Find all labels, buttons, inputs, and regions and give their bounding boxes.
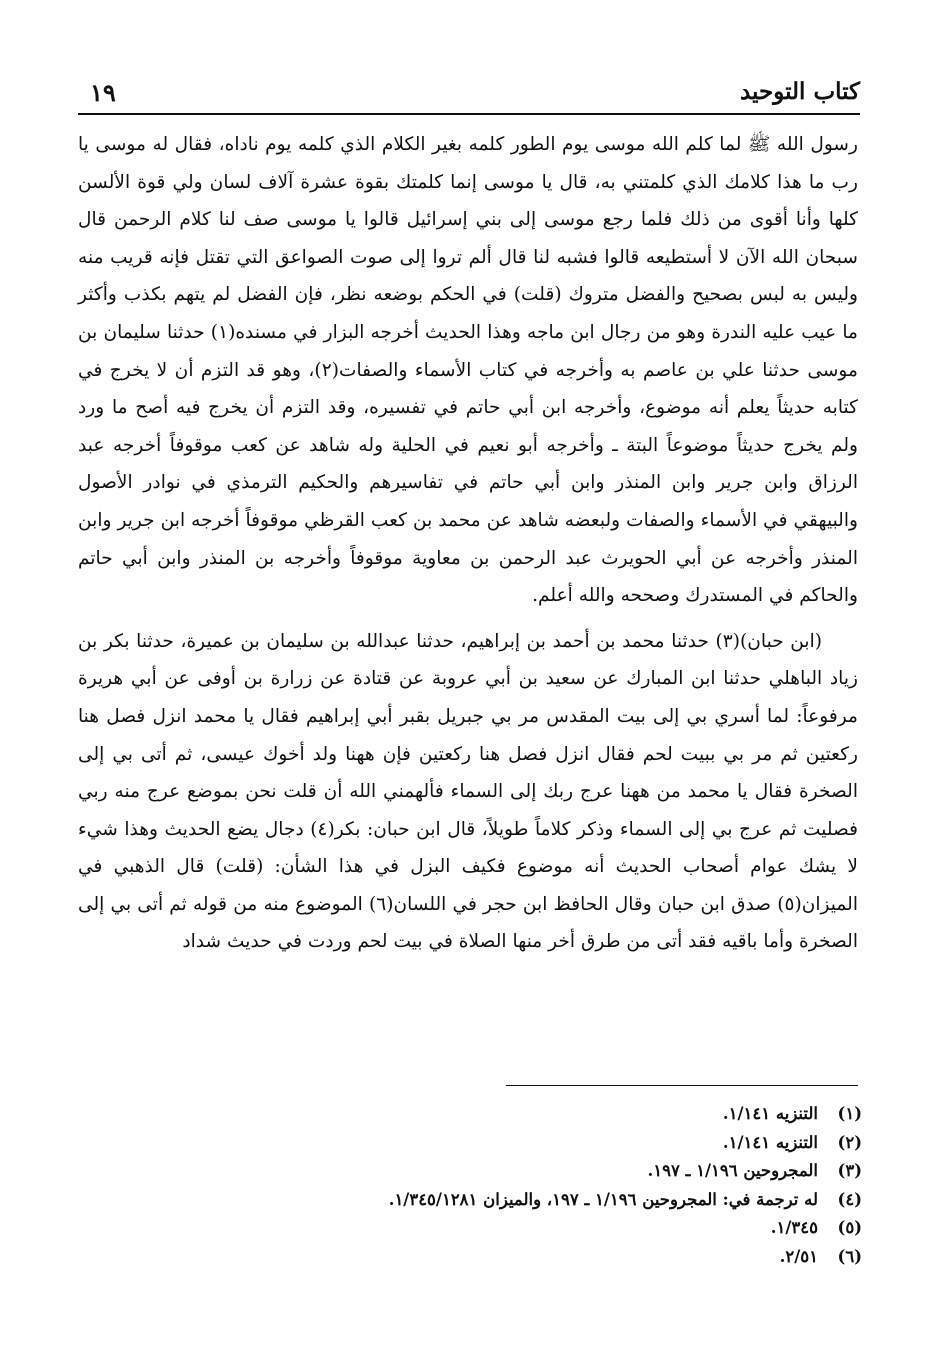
book-title: كتاب التوحيد	[739, 78, 860, 105]
paragraph-text: رسول الله ﷺ لما كلم الله موسى يوم الطور كلمه بغير الكلام الذي كلمه يوم ناداه، فقال له موسى يا رب ما هذا كلامك الذي كلمتني به، قال يا موسى إنما كلمتك بقوة عشرة آلاف لسان ولي قوة الألسن كلها وأنا أقوى من ذلك فلما رجع موسى إلى بني إسرائيل قالوا يا موسى صف لنا كلام الرحمن قال سبحان الله الآن لا أستطيعه قالوا فشبه لنا قال ألم تروا إلى صوت الصواعق التي تقتل فإنه قريب منه وليس به لبس بصحيح والفضل متروك (قلت) في الحكم بوضعه نظر، فإن الفضل لم يتهم بكذب وأكثر ما عيب عليه الندرة وهو من رجال ابن ماجه وهذا الحديث أخرجه البزار في مسنده(١) حدثنا سليمان بن موسى حدثنا علي بن عاصم به وأخرجه في كتاب الأسماء والصفات(٢)، وهو قد التزم أن لا يخرج في كتابه حديثاً يعلم أنه موضوع، وأخرجه ابن أبي حاتم في تفسيره، وقد التزم أن يخرج فيه أصح ما ورد ولم يخرج حديثاً موضوعاً البتة ـ وأخرجه أبو نعيم في الحلية وله شاهد عن كعب موقوفاً أخرجه عبد الرزاق وابن جرير وابن المنذر وابن أبي حاتم في تفاسيرهم والحكيم الترمذي في نوادر الأصول والبيهقي في الأسماء والصفات ولبعضه شاهد عن محمد بن كعب القرظي موقوفاً أخرجه ابن جرير وابن المنذر وأخرجه عن أبي الحويرث عبد الرحمن بن معاوية موقوفاً وأخرجه بن المنذر وابن أبي حاتم والحاكم في المستدرك وصححه والله أعلم.	[78, 134, 859, 607]
footnote-number: (٦)	[837, 1246, 862, 1266]
footnote	[80, 1186, 862, 1215]
main-text	[78, 126, 858, 961]
footnote-number: (٢)	[837, 1132, 862, 1152]
footnote-number: (٥)	[837, 1218, 862, 1237]
footnote-text: ٢/٥١.	[779, 1246, 818, 1266]
footnote-text: له ترجمة في: المجروحين ١/١٩٦ ـ ١٩٧، والميزان ١/٣٤٥/١٢٨١.	[388, 1189, 818, 1209]
footnote-number: (٣)	[837, 1161, 862, 1180]
footnote	[80, 1214, 862, 1243]
footnote	[80, 1243, 862, 1272]
footnote-text: التنزيه ١/١٤١.	[722, 1104, 818, 1123]
header-divider	[78, 113, 860, 115]
paragraph-text: (ابن حبان)(٣) حدثنا محمد بن أحمد بن إبراهيم، حدثنا عبدالله بن سليمان بن عميرة، حدثنا بكر بن زياد الباهلي حدثنا ابن المبارك عن سعيد بن أبي عروبة عن قتادة عن زرارة بن أوفى عن أبي هريرة مرفوعاً: لما أسري بي إلى بيت المقدس مر بي جبريل بقبر أبي إبراهيم فقال يا محمد انزل فصل هنا ركعتين ثم مر بي ببيت لحم فقال انزل فصل هنا ركعتين فإن ههنا ولد أخوك عيسى، ثم أتى بي إلى الصخرة فقال يا محمد من ههنا عرج ربك إلى السماء فألهمني الله أن قلت نحن بموضع عرج منه ربي فصليت ثم عرج بي إلى السماء وذكر كلاماً طويلاً، قال ابن حبان: بكر(٤) دجال يضع الحديث وهذا شيء لا يشك عوام أصحاب الحديث أنه موضوع فكيف البزل في هذا الشأن: (قلت) قال الذهبي في الميزان(٥) صدق ابن حبان وقال الحافظ ابن حجر في اللسان(٦) الموضوع منه من قوله ثم أتى بي إلى الصخرة وأما باقيه فقد أتى من طرق أخر منها الصلاة في بيت لحم وردت في حديث شداد	[78, 630, 858, 953]
footnote	[80, 1157, 862, 1186]
footnote-text: التنزيه ١/١٤١.	[722, 1132, 818, 1152]
footnote-text: ١/٣٤٥.	[770, 1218, 818, 1237]
footnote-number: (١)	[837, 1104, 862, 1123]
footnote-text: المجروحين ١/١٩٦ ـ ١٩٧.	[647, 1161, 818, 1180]
paragraph	[78, 126, 858, 615]
footnote-divider	[506, 1085, 858, 1086]
footnote	[80, 1129, 862, 1158]
footnotes	[80, 1100, 862, 1271]
page-header	[78, 78, 860, 112]
paragraph	[78, 623, 858, 961]
footnote-number: (٤)	[837, 1189, 862, 1209]
footnote	[80, 1100, 862, 1129]
page-number: ١٩	[90, 78, 116, 107]
